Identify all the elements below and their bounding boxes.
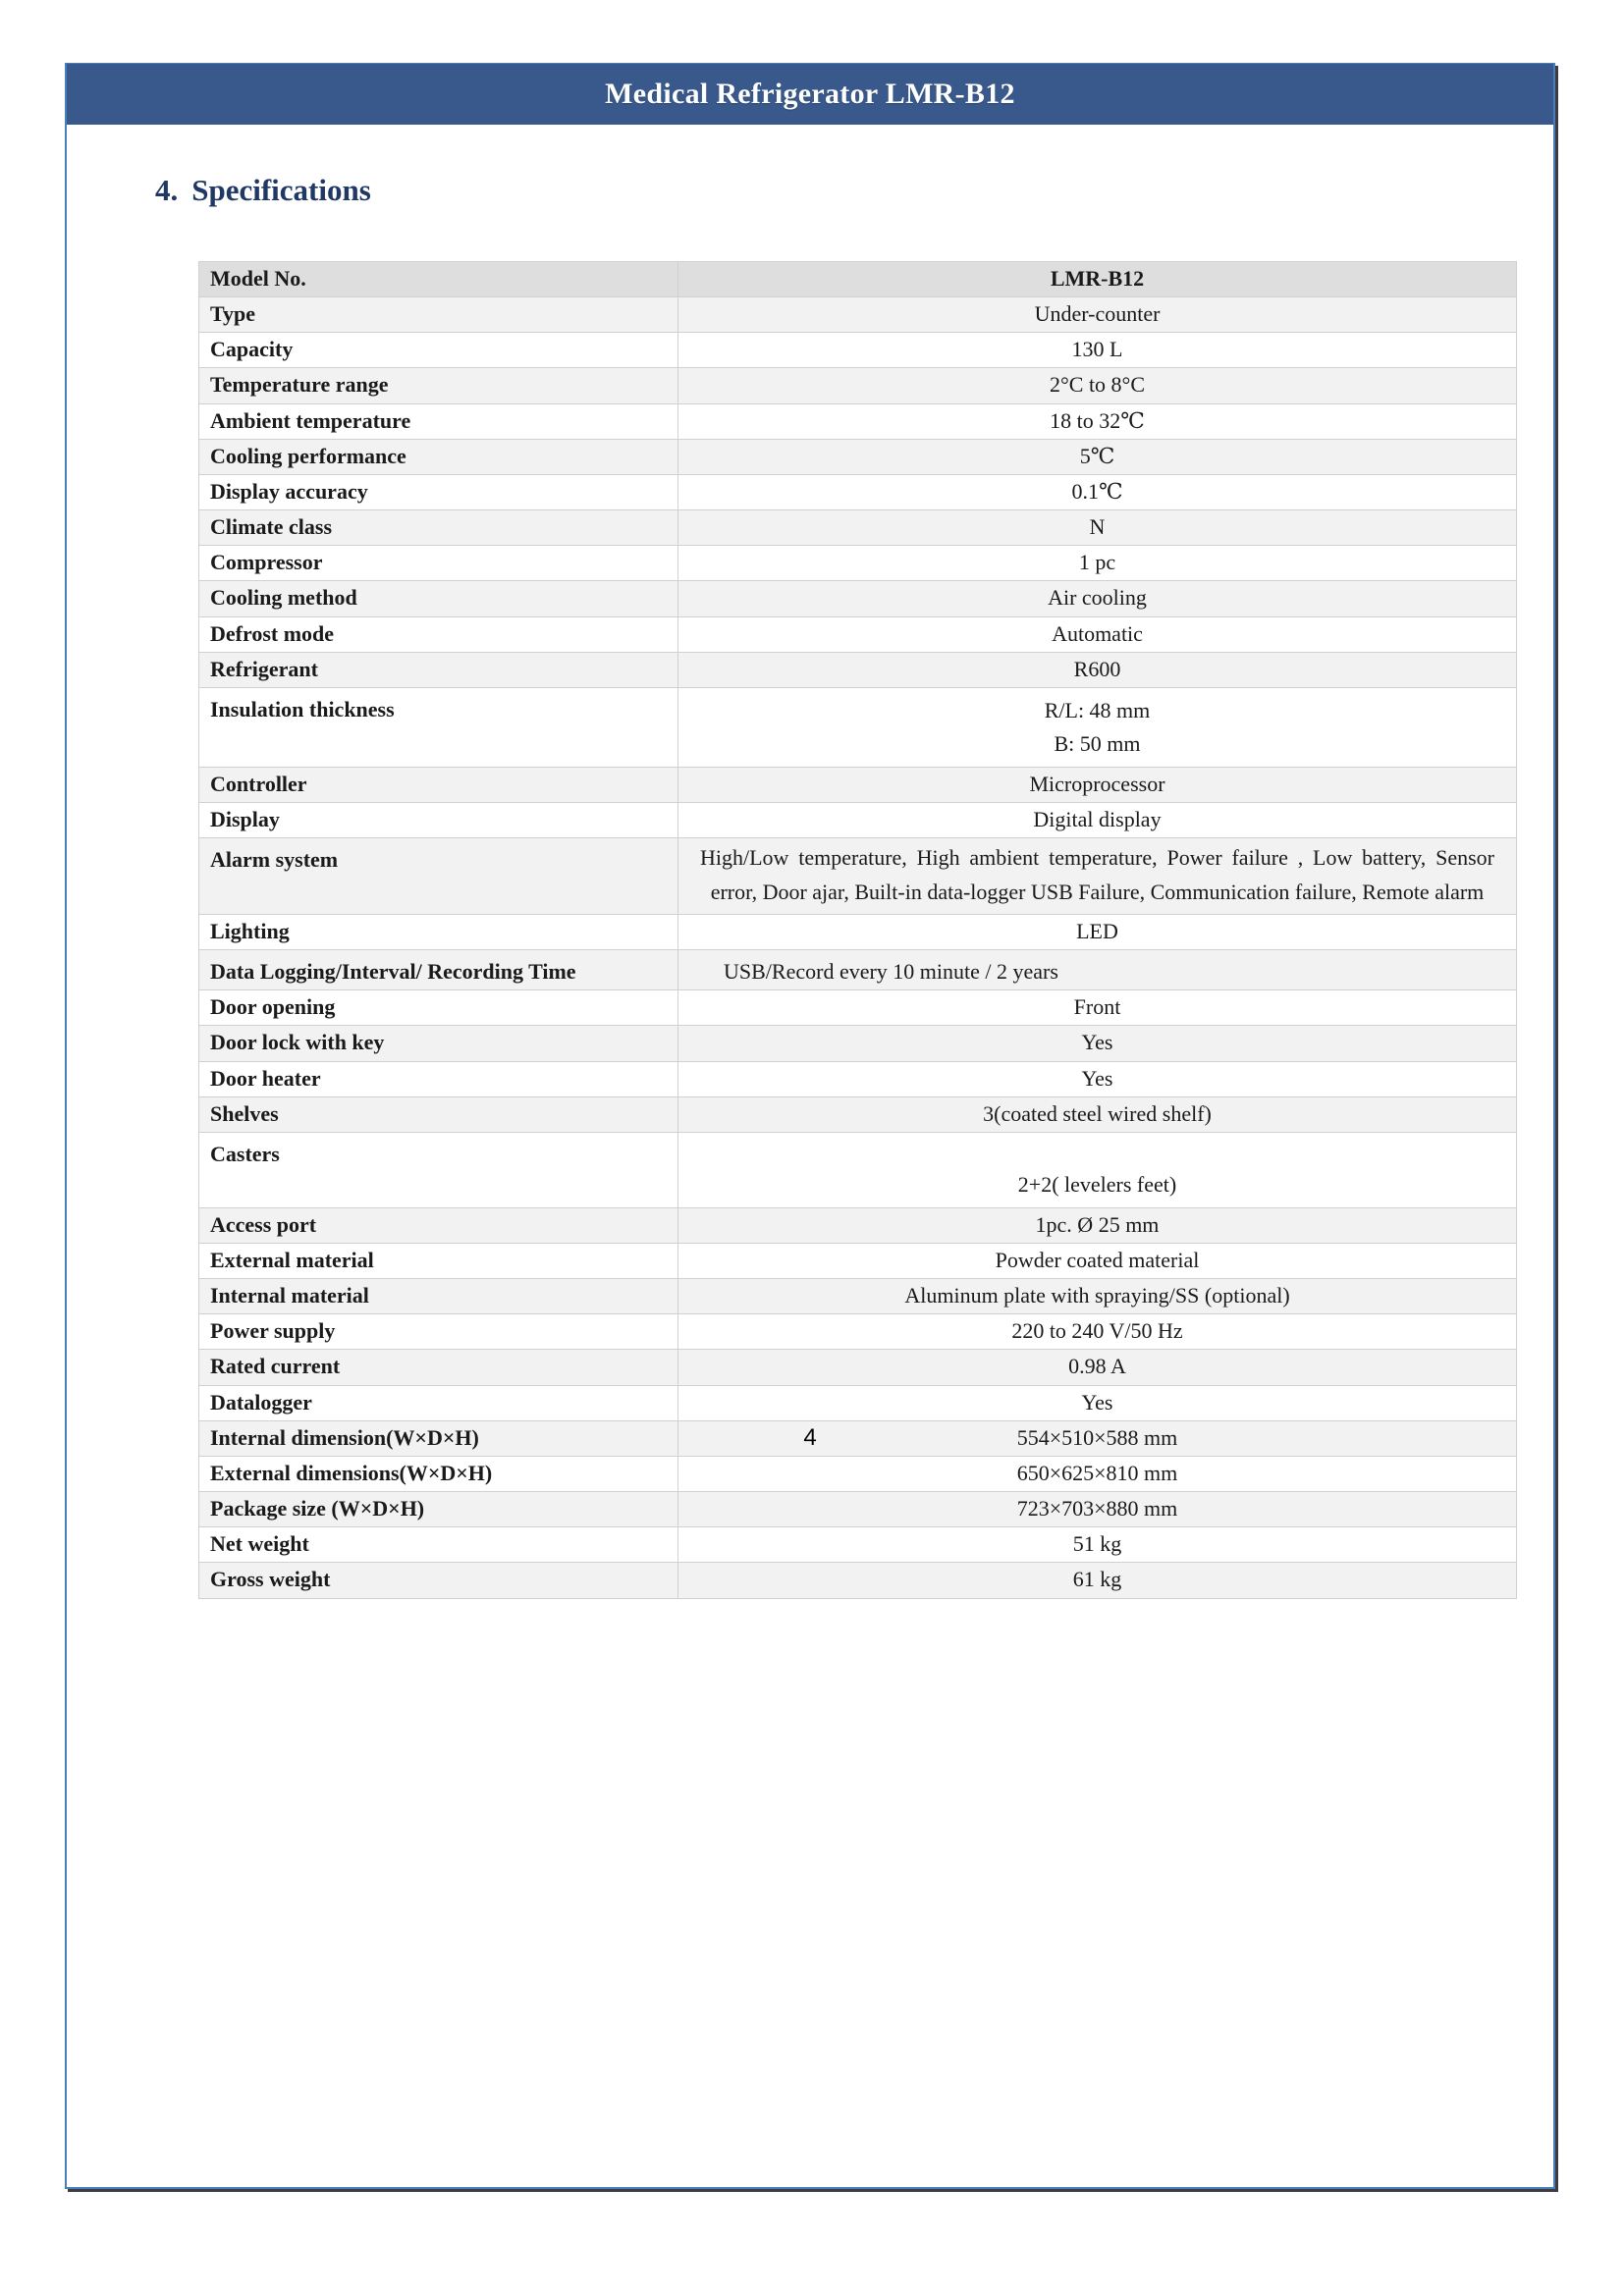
document-title: Medical Refrigerator LMR-B12 bbox=[605, 78, 1015, 110]
specifications-table bbox=[198, 261, 1517, 1599]
table-row bbox=[199, 333, 1517, 368]
table-row-label: Lighting bbox=[199, 914, 678, 949]
table-row-value: Yes bbox=[678, 1061, 1517, 1096]
table-row bbox=[199, 1026, 1517, 1061]
table-row-label: Internal dimension(W×D×H) bbox=[199, 1420, 678, 1456]
table-row-label: Cooling performance bbox=[199, 439, 678, 474]
table-row bbox=[199, 1563, 1517, 1598]
table-row-label: Ambient temperature bbox=[199, 403, 678, 439]
table-row bbox=[199, 950, 1517, 990]
table-row-value: Air cooling bbox=[678, 581, 1517, 616]
table-row bbox=[199, 1243, 1517, 1278]
table-row bbox=[199, 474, 1517, 509]
table-row-value: High/Low temperature, High ambient temperature, Power failure , Low battery, Sensor error, Door ajar, Built-in data-logger USB Failure, Communication failure, Remote alarm bbox=[678, 838, 1517, 915]
table-row bbox=[199, 368, 1517, 403]
table-row-label: Datalogger bbox=[199, 1385, 678, 1420]
page-number: 4 bbox=[803, 1424, 817, 1451]
table-row-value: R600 bbox=[678, 652, 1517, 687]
table-row-label: Door lock with key bbox=[199, 1026, 678, 1061]
table-row bbox=[199, 1456, 1517, 1491]
table-row-value: 650×625×810 mm bbox=[678, 1456, 1517, 1491]
table-row-label: Temperature range bbox=[199, 368, 678, 403]
table-row bbox=[199, 1492, 1517, 1527]
table-row-label: Alarm system bbox=[199, 838, 678, 915]
table-row-value: 2+2( levelers feet) bbox=[678, 1132, 1517, 1207]
table-row-label: Climate class bbox=[199, 510, 678, 546]
table-row-label: Display bbox=[199, 803, 678, 838]
table-row-value: Aluminum plate with spraying/SS (optional) bbox=[678, 1279, 1517, 1314]
table-row-value: LED bbox=[678, 914, 1517, 949]
table-row bbox=[199, 1350, 1517, 1385]
table-row-label: Display accuracy bbox=[199, 474, 678, 509]
table-row-value: 5℃ bbox=[678, 439, 1517, 474]
table-row bbox=[199, 652, 1517, 687]
table-row-label: External dimensions(W×D×H) bbox=[199, 1456, 678, 1491]
table-row-label: Refrigerant bbox=[199, 652, 678, 687]
table-row-value: 554×510×588 mm bbox=[678, 1420, 1517, 1456]
table-row-value: 18 to 32℃ bbox=[678, 403, 1517, 439]
table-row-value: N bbox=[678, 510, 1517, 546]
table-row-value: Automatic bbox=[678, 616, 1517, 652]
table-row-label: Data Logging/Interval/ Recording Time bbox=[199, 950, 678, 990]
table-row bbox=[199, 803, 1517, 838]
table-row-value: Microprocessor bbox=[678, 768, 1517, 803]
table-row-value: USB/Record every 10 minute / 2 years bbox=[678, 950, 1517, 990]
table-row bbox=[199, 687, 1517, 767]
table-row-label: Type bbox=[199, 297, 678, 333]
table-row-value: 2°C to 8°C bbox=[678, 368, 1517, 403]
table-row-value: Powder coated material bbox=[678, 1243, 1517, 1278]
table-row-label: Power supply bbox=[199, 1314, 678, 1350]
table-row-label: Door opening bbox=[199, 990, 678, 1026]
table-row bbox=[199, 1061, 1517, 1096]
table-row-value: 723×703×880 mm bbox=[678, 1492, 1517, 1527]
table-row-value: 0.98 A bbox=[678, 1350, 1517, 1385]
section-title: Specifications bbox=[191, 173, 371, 207]
table-row bbox=[199, 1132, 1517, 1207]
table-row bbox=[199, 1096, 1517, 1132]
table-row-label: Rated current bbox=[199, 1350, 678, 1385]
table-row bbox=[199, 1314, 1517, 1350]
table-row-label: Access port bbox=[199, 1207, 678, 1243]
table-row bbox=[199, 616, 1517, 652]
table-row-value: 1pc. Ø 25 mm bbox=[678, 1207, 1517, 1243]
table-row-label: Controller bbox=[199, 768, 678, 803]
table-header-label: Model No. bbox=[199, 262, 678, 297]
page-title bbox=[155, 173, 371, 208]
table-row-value: 51 kg bbox=[678, 1527, 1517, 1563]
table-row-label: Compressor bbox=[199, 546, 678, 581]
table-row-label: Capacity bbox=[199, 333, 678, 368]
table-row bbox=[199, 297, 1517, 333]
table-row-value: Yes bbox=[678, 1385, 1517, 1420]
table-row-label: Door heater bbox=[199, 1061, 678, 1096]
table-row-label: Gross weight bbox=[199, 1563, 678, 1598]
document-header-band bbox=[67, 64, 1553, 125]
table-header-row bbox=[199, 262, 1517, 297]
table-row bbox=[199, 1385, 1517, 1420]
table-header-value: LMR-B12 bbox=[678, 262, 1517, 297]
table-row-label: Casters bbox=[199, 1132, 678, 1207]
table-row bbox=[199, 914, 1517, 949]
table-row-label: Cooling method bbox=[199, 581, 678, 616]
table-row-value: R/L: 48 mm B: 50 mm bbox=[678, 687, 1517, 767]
table-row bbox=[199, 990, 1517, 1026]
table-row-value: 220 to 240 V/50 Hz bbox=[678, 1314, 1517, 1350]
table-row-value: Front bbox=[678, 990, 1517, 1026]
table-row-value: Under-counter bbox=[678, 297, 1517, 333]
page-frame bbox=[65, 63, 1555, 2189]
table-row-label: Insulation thickness bbox=[199, 687, 678, 767]
table-row bbox=[199, 1527, 1517, 1563]
table-row-value: 130 L bbox=[678, 333, 1517, 368]
table-row bbox=[199, 510, 1517, 546]
table-row bbox=[199, 1207, 1517, 1243]
table-row bbox=[199, 546, 1517, 581]
table-row-label: Shelves bbox=[199, 1096, 678, 1132]
table-row-label: Package size (W×D×H) bbox=[199, 1492, 678, 1527]
table-row bbox=[199, 403, 1517, 439]
table-row bbox=[199, 768, 1517, 803]
table-row-label: Internal material bbox=[199, 1279, 678, 1314]
table-row-label: Net weight bbox=[199, 1527, 678, 1563]
table-row bbox=[199, 439, 1517, 474]
table-row-label: External material bbox=[199, 1243, 678, 1278]
section-number: 4. bbox=[155, 173, 179, 207]
table-row-value: 0.1℃ bbox=[678, 474, 1517, 509]
table-row bbox=[199, 1279, 1517, 1314]
table-row-value: 3(coated steel wired shelf) bbox=[678, 1096, 1517, 1132]
table-row-value: Yes bbox=[678, 1026, 1517, 1061]
table-row bbox=[199, 581, 1517, 616]
table-row bbox=[199, 838, 1517, 915]
table-row-value: Digital display bbox=[678, 803, 1517, 838]
table-row-value: 61 kg bbox=[678, 1563, 1517, 1598]
table-row-value: 1 pc bbox=[678, 546, 1517, 581]
table-row-label: Defrost mode bbox=[199, 616, 678, 652]
